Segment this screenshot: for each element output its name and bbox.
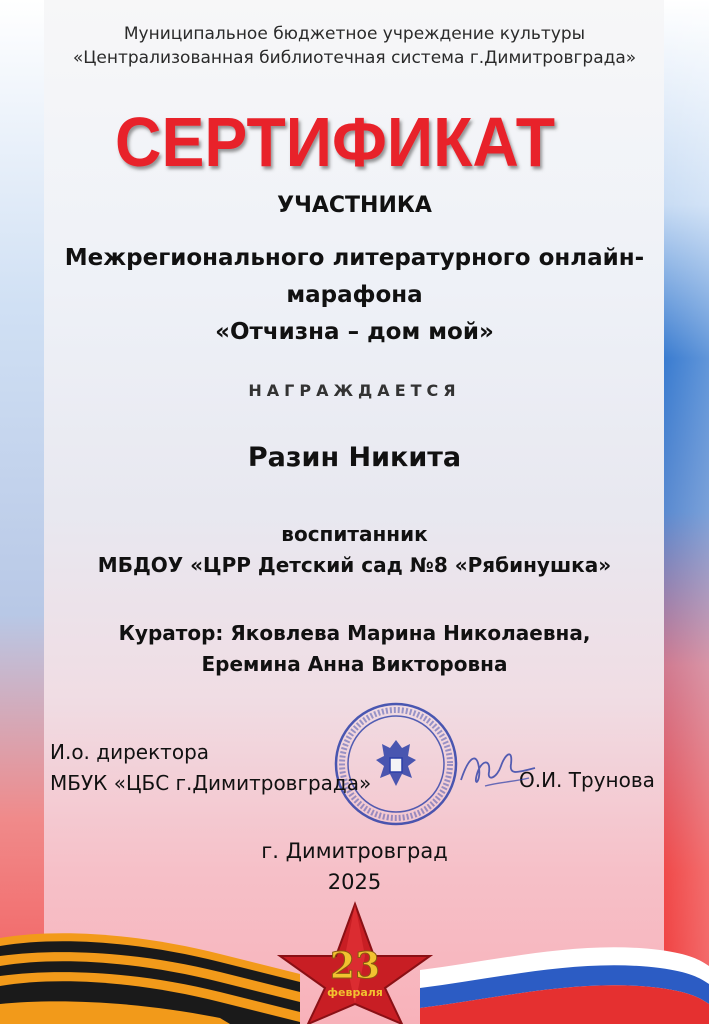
director-name: О.И. Трунова bbox=[519, 768, 655, 792]
star-number: 23 bbox=[329, 945, 381, 987]
certificate-title-text: СЕРТИФИКАТ bbox=[115, 103, 555, 181]
issue-city: г. Димитровград bbox=[261, 839, 448, 863]
participant-label: УЧАСТНИКА bbox=[277, 193, 432, 218]
director-signature bbox=[455, 738, 540, 798]
organization-line-2: «Централизованная библиотечная система г.Димитровграда» bbox=[72, 48, 637, 68]
organization-line-1: Муниципальное бюджетное учреждение культуры bbox=[123, 24, 586, 44]
event-line-2: марафона bbox=[286, 282, 423, 308]
recipient-affiliation bbox=[0, 519, 709, 581]
curator-info bbox=[0, 618, 709, 680]
organization-header bbox=[0, 22, 709, 70]
event-line-1: Межрегионального литературного онлайн- bbox=[64, 245, 645, 271]
director-position-line-1: И.о. директора bbox=[50, 740, 210, 764]
issue-place-date bbox=[0, 836, 709, 898]
recipient-name: Разин Никита bbox=[247, 442, 462, 473]
curator-line-2: Еремина Анна Викторовна bbox=[201, 652, 508, 676]
recipient-role: воспитанник bbox=[281, 522, 428, 546]
certificate-title bbox=[100, 96, 570, 186]
director-position-line-2: МБУК «ЦБС г.Димитровграда» bbox=[50, 771, 372, 795]
star-date-label bbox=[300, 930, 410, 1020]
recipient-institution: МБДОУ «ЦРР Детский сад №8 «Рябинушка» bbox=[97, 553, 612, 577]
event-name bbox=[0, 240, 709, 351]
director-position bbox=[50, 737, 371, 799]
awarded-label: НАГРАЖДАЕТСЯ bbox=[248, 381, 461, 400]
star-label: февраля bbox=[327, 986, 383, 999]
curator-line-1: Куратор: Яковлева Марина Николаевна, bbox=[118, 621, 591, 645]
issue-year: 2025 bbox=[327, 870, 382, 894]
event-line-3: «Отчизна – дом мой» bbox=[215, 319, 494, 345]
